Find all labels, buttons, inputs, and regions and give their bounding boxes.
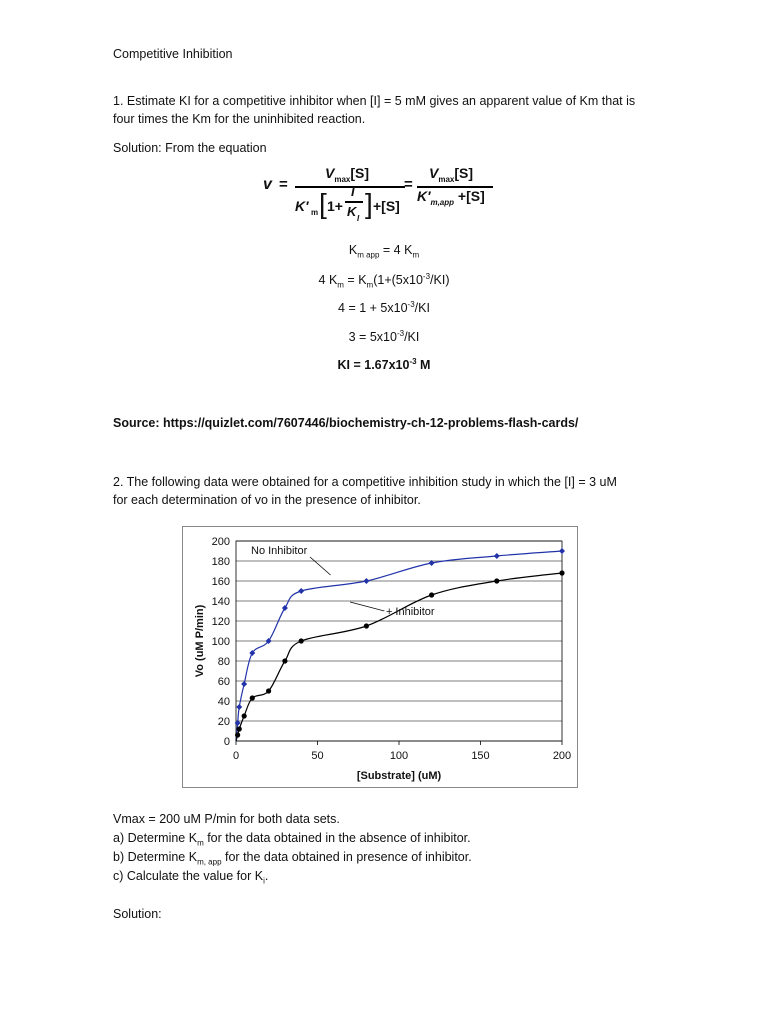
q2-line-2: for each determination of vo in the presence of inhibitor. (113, 493, 421, 507)
x-tick-label: 0 (232, 750, 240, 762)
data-point-inhibitor (364, 623, 369, 628)
formula-numerator-2: $V_{max}[S]$ (429, 165, 474, 184)
data-point-no-inhibitor (236, 704, 242, 710)
annotation-no-inhibitor: No Inhibitor (251, 545, 308, 557)
y-tick-label: 100 (211, 636, 230, 648)
michaelis-menten-inhibition-formula (255, 162, 505, 232)
data-point-inhibitor (250, 695, 255, 700)
y-tick-label: 140 (211, 596, 230, 608)
q2-vmax: Vmax = 200 uM P/min for both data sets. (113, 812, 340, 826)
annotation-arrow-inhibitor (350, 602, 384, 611)
y-tick-label: 200 (211, 536, 230, 548)
kinetics-chart (182, 526, 578, 788)
kinetics-chart-svg (183, 527, 577, 787)
formula-equals-2: = (404, 176, 413, 193)
step-3: $4 = 1 + 5x10^{-3}/KI$ (338, 300, 430, 316)
data-point-inhibitor (266, 688, 271, 693)
x-axis-title: [Substrate] (uM) (356, 770, 442, 782)
data-point-inhibitor (242, 713, 247, 718)
y-tick-label: 80 (217, 656, 230, 668)
formula-numerator-1: $V_{max}[S]$ (325, 165, 370, 184)
data-point-inhibitor (235, 732, 240, 737)
q2-part-a: a) Determine $K_m$ for the data obtained in the absence of inhibitor. (113, 831, 471, 848)
series-line-no-inhibitor (236, 551, 562, 741)
y-tick-label: 20 (217, 716, 230, 728)
annotation-arrow-no-inhibitor (310, 557, 331, 575)
x-tick-label: 50 (311, 750, 324, 762)
y-tick-label: 160 (211, 576, 230, 588)
x-tick-label: 200 (552, 750, 572, 762)
y-tick-label: 40 (217, 696, 230, 708)
y-axis-title: Vo (uM P/min) (194, 604, 206, 678)
source-link[interactable]: Source: https://quizlet.com/7607446/biochemistry-ch-12-problems-flash-cards/ (113, 416, 579, 430)
data-point-inhibitor (237, 726, 242, 731)
step-2: 4 $K_m = K_m(1+(5x10^{-3}/KI)$ (318, 272, 450, 290)
step-4: $3 = 5x10^{-3}/KI$ (348, 329, 420, 345)
step-5-answer: KI = $1.67x10^{-3}$ M (337, 357, 431, 373)
data-point-no-inhibitor (494, 553, 500, 559)
formula-denominator-2: $K'_{m,app} +[S]$ (417, 188, 485, 207)
formula-fraction-bar-1 (295, 186, 405, 188)
data-point-no-inhibitor (559, 548, 565, 554)
data-point-inhibitor (282, 658, 287, 663)
q2-part-b: b) Determine $K_{m, app}$ for the data obtained in presence of inhibitor. (113, 850, 472, 867)
x-tick-label: 100 (389, 750, 409, 762)
formula-denominator-1: K′ m [ 1+ I K I ] +[S] (295, 184, 400, 223)
annotation-inhibitor: + Inhibitor (385, 606, 435, 618)
data-point-inhibitor (299, 638, 304, 643)
q1-line-2: four times the Km for the uninhibited reaction. (113, 112, 366, 126)
q1-solution-label: Solution: From the equation (113, 141, 267, 155)
y-tick-label: 60 (217, 676, 230, 688)
data-point-inhibitor (429, 592, 434, 597)
y-tick-label: 0 (223, 736, 230, 748)
y-tick-label: 180 (211, 556, 230, 568)
document-title: Competitive Inhibition (113, 47, 233, 61)
data-point-inhibitor (559, 570, 564, 575)
x-tick-label: 150 (471, 750, 490, 762)
q1-line-1: 1. Estimate KI for a competitive inhibitor when [I] = 5 mM gives an apparent value of Km that is (113, 94, 636, 108)
series-line-inhibitor (236, 573, 562, 741)
data-point-no-inhibitor (363, 578, 369, 584)
q2-line-1: 2. The following data were obtained for a competitive inhibition study in which the [I] = 3 uM (113, 475, 617, 489)
data-point-no-inhibitor (298, 588, 304, 594)
data-point-inhibitor (494, 578, 499, 583)
y-tick-label: 120 (211, 616, 230, 628)
q2-part-c: c) Calculate the value for $K_i$. (113, 869, 269, 886)
formula-v: v (263, 176, 272, 193)
step-1: $K_{m app} = 4$ $K_m$ (348, 243, 420, 260)
data-point-no-inhibitor (282, 605, 288, 611)
data-point-no-inhibitor (241, 681, 247, 687)
formula-equals-1: = (279, 176, 288, 193)
q2-solution-label: Solution: (113, 907, 162, 921)
